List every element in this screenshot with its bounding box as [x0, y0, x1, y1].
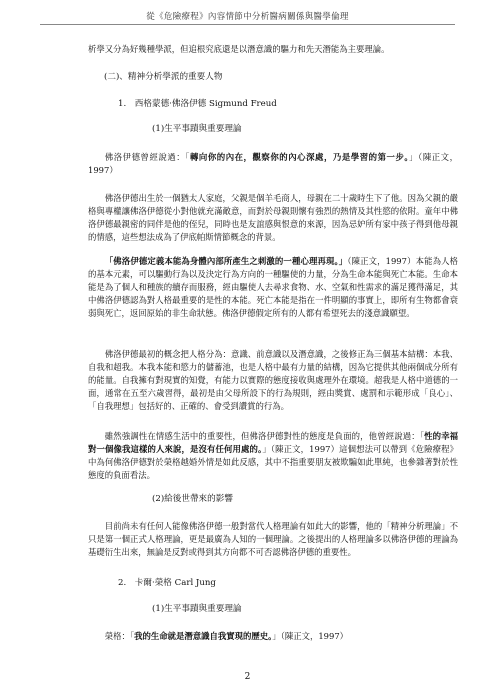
subsection-heading-jung: 2. 卡爾·榮格 Carl Jung	[118, 578, 216, 588]
page-number: 2	[244, 672, 251, 682]
running-header: 從《危險療程》內容情節中分析醫病關係與醫學倫理	[146, 12, 349, 22]
jung-quote-citation: 」（陳正文，1997）	[272, 631, 349, 641]
freud-biography-heading: (1)生平事蹟與重要理論	[152, 124, 242, 134]
paragraph-personality-structure: 佛洛伊德最初的概念把人格分為：意識、前意識以及潛意識，之後修正為三個基本結構：本我、自我和超我。本我本能和慾力的儲蓄池，也是人格中最有力量的結構，因為它提供其他兩個成分所有的能量。自我擁有對現實的知覺，有能力以實際的態度接收與處理外在環境。超我是人格中道德的一面，通常在五至六歲習得，最初是由父母所設下的行為規則，經由獎賞、處罰和示範形成「良心」、「自我理想」包括好的、正確的、會受到讚賞的行為。	[88, 349, 458, 411]
subsection-heading-freud: 1. 西格蒙德·佛洛伊德 Sigmund Freud	[118, 99, 277, 109]
paragraph-sexuality	[88, 430, 458, 482]
sexuality-quote: 性的幸福對一個像我這樣的人來說，是沒有任何用處的。	[88, 431, 458, 454]
instinct-definition-quote: 「佛洛伊德定義本能為身體內部所產生之刺激的一種心理再現。」	[104, 256, 348, 266]
jung-quote-lead: 榮格：「	[104, 631, 135, 641]
instincts-text: （陳正文，1997）本能為人格的基本元素，可以驅動行為以及決定行為方向的一種驅使的力量，分為生命本能與死亡本能。生命本能是為了個人和種族的續存而服務，經由驅使人去尋求食物、水、空氣和性需求的滿足獲得滿足，其中佛洛伊德認為對人格最重要的是性的本能。死亡本能是指在一件明顯的事實上，即所有生物都會衰弱與死亡，返回原始的非生命狀態。佛洛伊德假定所有的人都有希望死去的淺意識願望。	[88, 256, 458, 318]
sexuality-text: 」（陳正文，1997）這個想法可以帶到《危險療程》中為何佛洛伊德對於榮格越婚外情是如此反感，其中不指重要朋友被欺騙如此單純，也參雜著對於性態度的負面看法。	[88, 444, 458, 480]
quote-citation: 」（陳正文，1997）	[88, 152, 458, 175]
paragraph-intro: 析學又分為好幾種學派，但追根究底還是以潛意識的驅力和先天潛能為主要理論。	[88, 44, 390, 54]
jung-biography-heading: (1)生平事蹟與重要理論	[152, 604, 242, 614]
paragraph-freud-biography: 佛洛伊德出生於一個猶太人家庭，父親是個羊毛商人，母親在二十歲時生下了他。因為父親的嚴格與專權讓佛洛伊德從小對他就充滿敵意，而對於母親則懷有強烈的熱情及其性慾的依附。童年中佛洛伊德最親密的同伴是他的侄兒，同時也是友誼感與恨意的來源，因為忌妒所有家中孩子得到他母親的情感，這些想法成為了伊底帕斯情節概念的背景。	[88, 193, 458, 242]
freud-impact-heading: (2)給後世帶來的影響	[152, 494, 233, 504]
quote-lead: 佛洛伊德曾經說過：「	[104, 152, 190, 162]
header-rule	[40, 24, 455, 25]
freud-quote: 轉向你的內在，觀察你的內心深處，乃是學習的第一步。	[189, 152, 410, 162]
paragraph-instincts	[88, 255, 458, 320]
paragraph-freud-quote	[88, 151, 458, 177]
paragraph-jung-quote	[88, 630, 458, 643]
paragraph-freud-impact: 目前尚未有任何人能像佛洛伊德一般對當代人格理論有如此大的影響，他的「精神分析理論」不只是第一個正式人格理論，更是最廣為人知的一個理論。之後提出的人格理論多以佛洛伊德的理論為基礎衍生出來，無論是反對或得到其方向都不可否認佛洛伊德的重要性。	[88, 521, 458, 557]
section-heading: (二)、精神分析學派的重要人物	[104, 72, 223, 82]
jung-quote: 我的生命就是潛意識自我實現的歷史。	[134, 631, 273, 641]
sexuality-lead: 雖然強調性在情感生活中的重要性，但佛洛伊德對性的態度是負面的，他曾經說過：「	[104, 431, 425, 441]
